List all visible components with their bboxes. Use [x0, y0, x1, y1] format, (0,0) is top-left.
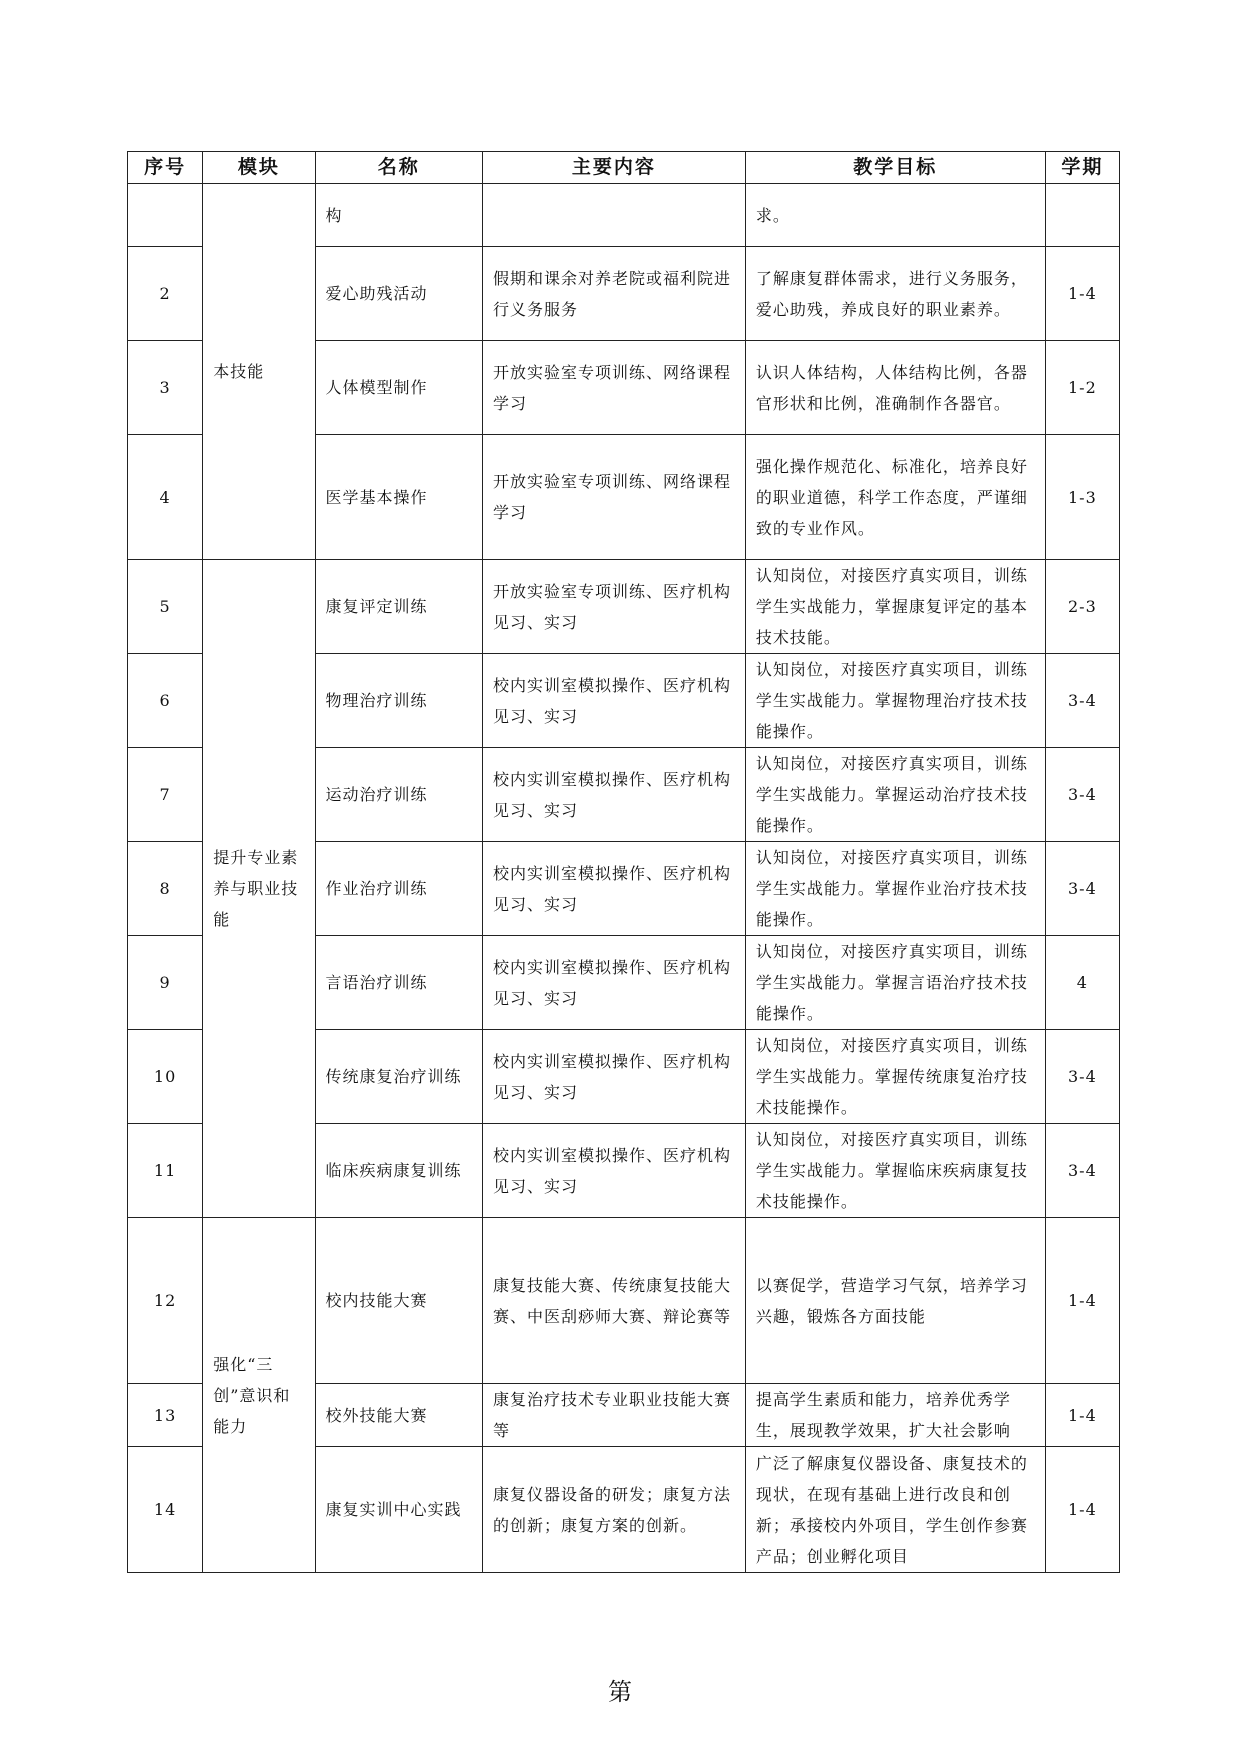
cell-seq: 10 [128, 1030, 203, 1124]
cell-seq [128, 184, 203, 247]
cell-goal: 认知岗位，对接医疗真实项目，训练学生实战能力。掌握言语治疗技术技能操作。 [745, 936, 1045, 1030]
cell-module: 本技能 [203, 184, 315, 560]
cell-seq: 4 [128, 435, 203, 560]
cell-name: 校外技能大赛 [315, 1384, 483, 1447]
cell-name: 运动治疗训练 [315, 748, 483, 842]
cell-seq: 13 [128, 1384, 203, 1447]
cell-goal: 强化操作规范化、标准化，培养良好的职业道德，科学工作态度，严谨细致的专业作风。 [745, 435, 1045, 560]
cell-content: 开放实验室专项训练、医疗机构见习、实习 [483, 560, 746, 654]
cell-goal: 广泛了解康复仪器设备、康复技术的现状，在现有基础上进行改良和创新；承接校内外项目，学生创作参赛产品；创业孵化项目 [745, 1447, 1045, 1573]
cell-content [483, 184, 746, 247]
cell-goal: 求。 [745, 184, 1045, 247]
cell-name: 物理治疗训练 [315, 654, 483, 748]
cell-term: 2-3 [1045, 560, 1119, 654]
cell-seq: 14 [128, 1447, 203, 1573]
cell-term: 1-4 [1045, 1218, 1119, 1384]
cell-goal: 认知岗位，对接医疗真实项目，训练学生实战能力。掌握作业治疗技术技能操作。 [745, 842, 1045, 936]
cell-name: 康复评定训练 [315, 560, 483, 654]
cell-seq: 7 [128, 748, 203, 842]
cell-module: 强化“三创”意识和能力 [203, 1218, 315, 1573]
cell-goal: 认知岗位，对接医疗真实项目，训练学生实战能力。掌握运动治疗技术技能操作。 [745, 748, 1045, 842]
header-goal: 教学目标 [745, 152, 1045, 184]
curriculum-table [127, 151, 1120, 1573]
table-row [128, 1218, 1120, 1384]
cell-seq: 8 [128, 842, 203, 936]
cell-term: 1-4 [1045, 247, 1119, 341]
cell-term: 3-4 [1045, 842, 1119, 936]
cell-term: 1-3 [1045, 435, 1119, 560]
cell-name: 爱心助残活动 [315, 247, 483, 341]
cell-goal: 认识人体结构，人体结构比例，各器官形状和比例，准确制作各器官。 [745, 341, 1045, 435]
cell-name: 康复实训中心实践 [315, 1447, 483, 1573]
cell-content: 校内实训室模拟操作、医疗机构见习、实习 [483, 842, 746, 936]
cell-content: 康复治疗技术专业职业技能大赛等 [483, 1384, 746, 1447]
cell-seq: 11 [128, 1124, 203, 1218]
cell-content: 开放实验室专项训练、网络课程学习 [483, 341, 746, 435]
cell-seq: 3 [128, 341, 203, 435]
cell-content: 康复技能大赛、传统康复技能大赛、中医刮痧师大赛、辩论赛等 [483, 1218, 746, 1384]
header-module: 模块 [203, 152, 315, 184]
cell-name: 言语治疗训练 [315, 936, 483, 1030]
cell-term: 4 [1045, 936, 1119, 1030]
cell-name: 医学基本操作 [315, 435, 483, 560]
cell-name: 校内技能大赛 [315, 1218, 483, 1384]
cell-content: 校内实训室模拟操作、医疗机构见习、实习 [483, 748, 746, 842]
cell-content: 校内实训室模拟操作、医疗机构见习、实习 [483, 1030, 746, 1124]
cell-goal: 了解康复群体需求，进行义务服务，爱心助残，养成良好的职业素养。 [745, 247, 1045, 341]
cell-term: 1-4 [1045, 1384, 1119, 1447]
table-row [128, 184, 1120, 247]
cell-goal: 认知岗位，对接医疗真实项目，训练学生实战能力，掌握康复评定的基本技术技能。 [745, 560, 1045, 654]
cell-seq: 12 [128, 1218, 203, 1384]
cell-goal: 提高学生素质和能力，培养优秀学生，展现教学效果，扩大社会影响 [745, 1384, 1045, 1447]
cell-seq: 2 [128, 247, 203, 341]
header-name: 名称 [315, 152, 483, 184]
cell-name: 人体模型制作 [315, 341, 483, 435]
cell-seq: 5 [128, 560, 203, 654]
cell-goal: 认知岗位，对接医疗真实项目，训练学生实战能力。掌握临床疾病康复技术技能操作。 [745, 1124, 1045, 1218]
header-term: 学期 [1045, 152, 1119, 184]
table-header-row [128, 152, 1120, 184]
cell-name: 传统康复治疗训练 [315, 1030, 483, 1124]
cell-term: 3-4 [1045, 654, 1119, 748]
header-seq: 序号 [128, 152, 203, 184]
cell-goal: 认知岗位，对接医疗真实项目，训练学生实战能力。掌握传统康复治疗技术技能操作。 [745, 1030, 1045, 1124]
cell-goal: 认知岗位，对接医疗真实项目，训练学生实战能力。掌握物理治疗技术技能操作。 [745, 654, 1045, 748]
cell-term: 3-4 [1045, 1124, 1119, 1218]
table-row [128, 560, 1120, 654]
header-content: 主要内容 [483, 152, 746, 184]
cell-name: 临床疾病康复训练 [315, 1124, 483, 1218]
cell-goal: 以赛促学，营造学习气氛，培养学习兴趣，锻炼各方面技能 [745, 1218, 1045, 1384]
cell-content: 康复仪器设备的研发；康复方法的创新；康复方案的创新。 [483, 1447, 746, 1573]
cell-seq: 9 [128, 936, 203, 1030]
cell-content: 假期和课余对养老院或福利院进行义务服务 [483, 247, 746, 341]
cell-term: 3-4 [1045, 748, 1119, 842]
cell-term: 1-4 [1045, 1447, 1119, 1573]
cell-term [1045, 184, 1119, 247]
cell-content: 开放实验室专项训练、网络课程学习 [483, 435, 746, 560]
cell-module: 提升专业素养与职业技能 [203, 560, 315, 1218]
cell-content: 校内实训室模拟操作、医疗机构见习、实习 [483, 654, 746, 748]
cell-seq: 6 [128, 654, 203, 748]
cell-content: 校内实训室模拟操作、医疗机构见习、实习 [483, 936, 746, 1030]
cell-name: 构 [315, 184, 483, 247]
cell-term: 1-2 [1045, 341, 1119, 435]
cell-content: 校内实训室模拟操作、医疗机构见习、实习 [483, 1124, 746, 1218]
cell-term: 3-4 [1045, 1030, 1119, 1124]
page-number: 第 [608, 1678, 632, 1706]
cell-name: 作业治疗训练 [315, 842, 483, 936]
